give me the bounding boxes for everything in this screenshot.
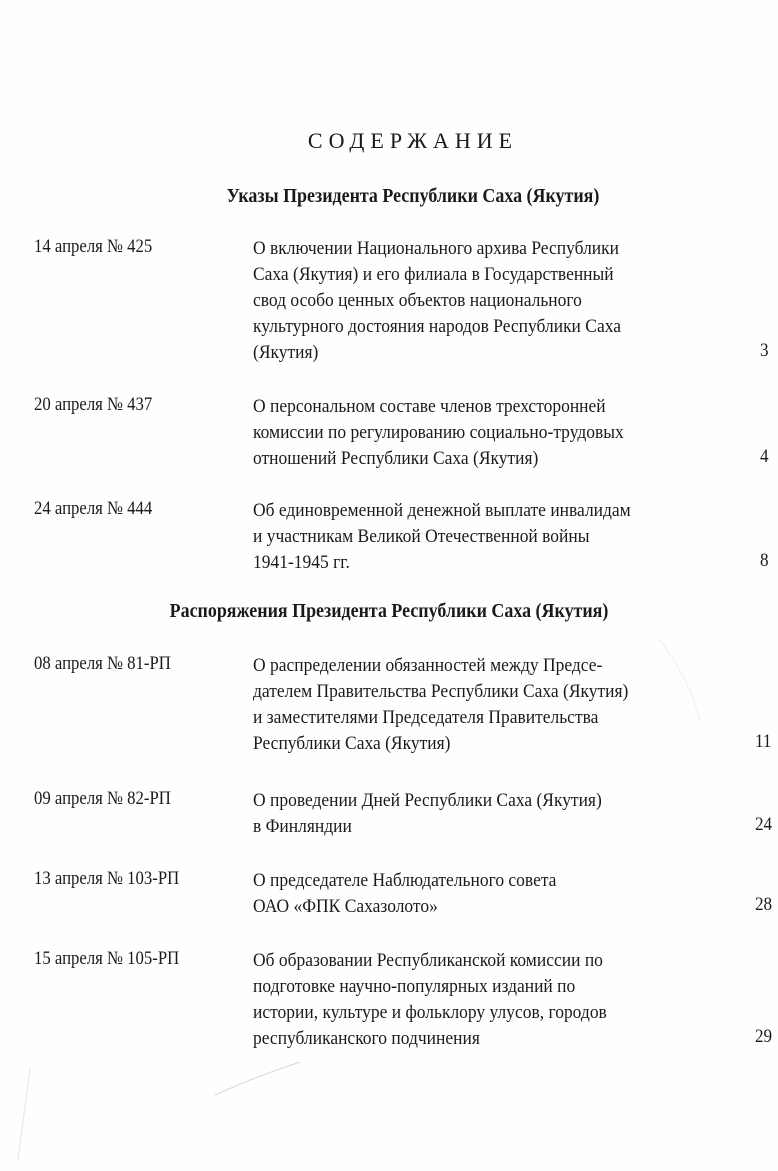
entry-title-line: дателем Правительства Республики Саха (Якутия): [253, 681, 629, 702]
entry-date: 13 апреля № 103-РП: [34, 868, 180, 889]
entry-title-line: Об образовании Республиканской комиссии по: [253, 950, 603, 971]
entry-title-line: Об единовременной денежной выплате инвалидам: [253, 500, 631, 521]
entry-title-line: О председателе Наблюдательного совета: [253, 870, 557, 891]
entry-page-number: 8: [760, 550, 769, 571]
entry-title-line: истории, культуре и фольклору улусов, городов: [253, 1002, 607, 1023]
entry-title: [253, 788, 731, 840]
entry-page-number: 3: [760, 340, 769, 361]
entry-page-number: 29: [755, 1026, 773, 1047]
entry-title-line: комиссии по регулированию социально-трудовых: [253, 422, 624, 443]
entry-title-line: Республики Саха (Якутия): [253, 733, 451, 754]
entry-date: 14 апреля № 425: [34, 236, 153, 257]
entry-title: [253, 948, 731, 1052]
entry-page-number: 11: [755, 731, 772, 752]
entry-date: 08 апреля № 81-РП: [34, 653, 171, 674]
entry-page-number: 24: [755, 814, 773, 835]
entry-title: [253, 653, 731, 757]
entry-title-line: О персональном составе членов трехсторонней: [253, 396, 606, 417]
entry-title: [253, 394, 731, 472]
entry-title-line: культурного достояния народов Республики Саха: [253, 316, 621, 337]
entry-title-line: О включении Национального архива Республики: [253, 238, 620, 259]
entry-title-line: в Финляндии: [253, 816, 352, 837]
entry-title-line: и заместителями Председателя Правительства: [253, 707, 599, 728]
entry-title-line: О распределении обязанностей между Предсе-: [253, 655, 603, 676]
page-title: СОДЕРЖАНИЕ: [307, 128, 519, 153]
entry-title-line: О проведении Дней Республики Саха (Якутия): [253, 790, 602, 811]
entry-page-number: 4: [760, 446, 769, 467]
entry-title-line: (Якутия): [253, 342, 319, 363]
entry-date: 20 апреля № 437: [34, 394, 153, 415]
entry-title-line: отношений Республики Саха (Якутия): [253, 448, 539, 469]
entry-date: 09 апреля № 82-РП: [34, 788, 171, 809]
entry-title-line: свод особо ценных объектов национального: [253, 290, 582, 311]
section-heading-decrees: Указы Президента Республики Саха (Якутия): [226, 186, 600, 207]
entry-date: 15 апреля № 105-РП: [34, 948, 180, 969]
entry-title-line: ОАО «ФПК Сахазолото»: [253, 896, 438, 917]
entry-page-number: 28: [755, 894, 773, 915]
entry-title: [253, 498, 731, 576]
entry-title-line: 1941-1945 гг.: [253, 552, 350, 573]
entry-title-line: и участникам Великой Отечественной войны: [253, 526, 590, 547]
entry-title: [253, 868, 731, 920]
entry-title-line: подготовке научно-популярных изданий по: [253, 976, 576, 997]
entry-title-line: республиканского подчинения: [253, 1028, 480, 1049]
section-heading-orders: Распоряжения Президента Республики Саха (Якутия): [169, 601, 609, 622]
entry-date: 24 апреля № 444: [34, 498, 153, 519]
entry-title: [253, 236, 731, 366]
entry-title-line: Саха (Якутия) и его филиала в Государственный: [253, 264, 614, 285]
